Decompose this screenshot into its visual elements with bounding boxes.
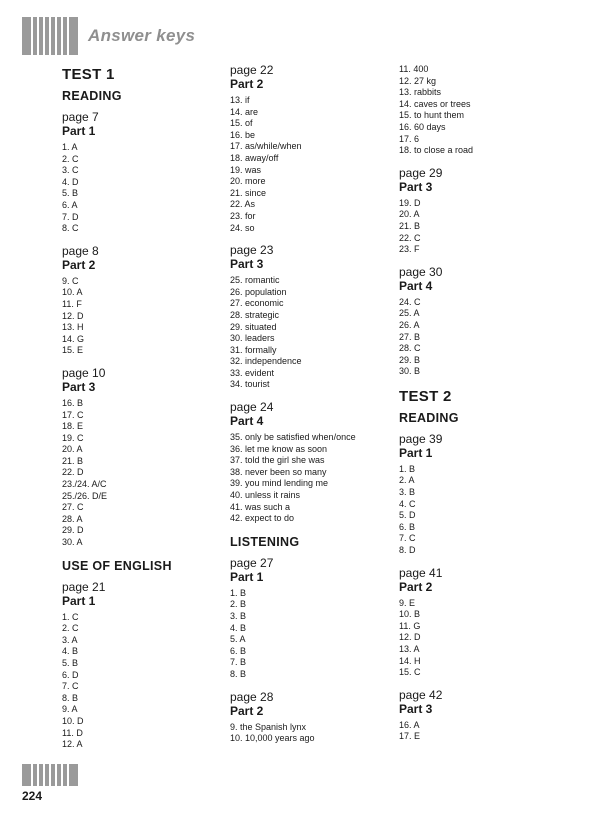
- answer-item: 20. A: [399, 209, 420, 220]
- answer-item: 27. C: [62, 502, 84, 513]
- answer-block: [399, 64, 589, 157]
- answer-item: 19. was: [230, 164, 262, 175]
- answer-item: 25. A: [399, 308, 420, 319]
- answer-item: 41. was such a: [230, 501, 291, 512]
- header-bars-logo: [22, 17, 78, 55]
- column-3: [399, 64, 589, 753]
- page-reference: page 41: [399, 565, 443, 580]
- answer-block: [399, 266, 589, 378]
- answer-item: 2. C: [62, 153, 79, 164]
- answer-item: 20. more: [230, 176, 266, 187]
- answer-item: 6. A: [62, 199, 78, 210]
- answer-block: [399, 689, 589, 743]
- answer-item: 8. B: [62, 692, 79, 703]
- answer-item: 30. B: [399, 366, 421, 377]
- answer-item: 27. B: [399, 331, 421, 342]
- answer-item: 24. C: [399, 296, 421, 307]
- answer-item: 37. told the girl she was: [230, 455, 325, 466]
- answer-item: 42. expect to do: [230, 513, 295, 524]
- answer-item: 9. A: [62, 704, 78, 715]
- answer-item: 34. tourist: [230, 379, 270, 390]
- answer-item: 27. economic: [230, 298, 284, 309]
- answer-item: 7. B: [230, 657, 247, 668]
- answer-item: 4. B: [230, 622, 247, 633]
- answer-item: 3. B: [399, 487, 416, 498]
- page-header: [22, 16, 195, 56]
- part-heading: Part 3: [399, 179, 433, 194]
- answer-item: 30. A: [62, 537, 83, 548]
- page-reference: page 28: [230, 689, 274, 704]
- answer-item: 9. E: [399, 597, 416, 608]
- answer-item: 12. D: [399, 632, 421, 643]
- answer-item: 16. A: [399, 719, 420, 730]
- answer-item: 32. independence: [230, 356, 302, 367]
- test-heading: TEST 2: [399, 387, 452, 405]
- page-reference: page 29: [399, 165, 443, 180]
- page-footer: [22, 764, 78, 803]
- answer-block: [399, 433, 589, 557]
- answer-item: 6. B: [230, 645, 247, 656]
- answer-item: 21. B: [62, 455, 84, 466]
- part-heading: Part 1: [62, 593, 96, 608]
- answer-item: 14. are: [230, 106, 259, 117]
- answer-item: 29. situated: [230, 321, 277, 332]
- page-reference: page 24: [230, 400, 274, 415]
- answer-block: [230, 244, 395, 391]
- answer-item: 5. B: [62, 188, 79, 199]
- answer-item: 12. A: [62, 739, 83, 750]
- answer-item: 11. D: [62, 727, 83, 738]
- answer-item: 11. G: [399, 620, 421, 631]
- answer-item: 29. B: [399, 354, 421, 365]
- answer-block: [62, 581, 222, 751]
- part-heading: Part 2: [399, 579, 433, 594]
- answer-item: 18. away/off: [230, 152, 279, 163]
- part-heading: Part 2: [62, 257, 96, 272]
- answer-item: 4. C: [399, 498, 416, 509]
- answer-item: 7. C: [62, 681, 79, 692]
- answer-item: 12. 27 kg: [399, 75, 437, 86]
- column-1: [62, 64, 222, 761]
- answer-item: 4. D: [62, 176, 79, 187]
- answer-item: 21. since: [230, 187, 267, 198]
- section-heading: READING: [62, 89, 122, 103]
- answer-item: 25. romantic: [230, 275, 280, 286]
- answer-item: 15. E: [62, 345, 84, 356]
- answer-item: 22. D: [62, 467, 84, 478]
- answer-item: 8. C: [62, 223, 79, 234]
- answer-item: 14. caves or trees: [399, 98, 471, 109]
- answer-item: 18. to close a road: [399, 145, 474, 156]
- part-heading: Part 3: [230, 257, 264, 272]
- answer-item: 1. B: [399, 463, 416, 474]
- answer-item: 4. B: [62, 646, 79, 657]
- answer-block: [62, 245, 222, 357]
- answer-item: 22. C: [399, 232, 421, 243]
- answer-item: 5. D: [399, 510, 416, 521]
- answer-item: 5. B: [62, 658, 79, 668]
- section-heading: USE OF ENGLISH: [62, 558, 172, 573]
- answer-item: 2. A: [399, 475, 415, 486]
- answer-item: 28. A: [62, 513, 83, 524]
- answer-item: 40. unless it rains: [230, 490, 301, 501]
- part-heading: Part 3: [62, 379, 96, 394]
- page-reference: page 23: [230, 243, 274, 258]
- answer-item: 16. be: [230, 129, 256, 140]
- answer-item: 14. G: [62, 333, 85, 344]
- page-number: 224: [22, 789, 43, 803]
- answer-item: 29. D: [62, 525, 84, 536]
- answer-item: 14. H: [399, 655, 421, 666]
- answer-item: 13. if: [230, 95, 250, 105]
- answer-item: 19. D: [399, 197, 421, 208]
- answer-item: 8. D: [399, 545, 416, 556]
- answer-item: 35. only be satisfied when/once: [230, 432, 356, 443]
- part-heading: Part 3: [399, 701, 433, 716]
- page-reference: page 42: [399, 687, 443, 702]
- answer-item: 17. C: [62, 409, 84, 420]
- answer-item: 23. F: [399, 244, 420, 255]
- answer-item: 38. never been so many: [230, 466, 327, 477]
- answer-item: 15. of: [230, 118, 253, 129]
- page-reference: page 27: [230, 555, 274, 570]
- answer-item: 1. C: [62, 611, 79, 622]
- answer-item: 6. D: [62, 669, 79, 680]
- answer-item: 16. B: [62, 397, 84, 408]
- answer-item: 30. leaders: [230, 333, 275, 344]
- answer-item: 3. C: [62, 165, 79, 176]
- answer-item: 28. C: [399, 343, 421, 354]
- part-heading: Part 1: [62, 124, 96, 138]
- answer-item: 26. population: [230, 286, 287, 297]
- answer-item: 22. As: [230, 199, 256, 210]
- part-heading: Part 4: [230, 414, 264, 429]
- page-reference: page 22: [230, 63, 274, 77]
- part-heading: Part 1: [399, 445, 433, 460]
- answer-item: 3. A: [62, 634, 78, 645]
- answer-item: 6. B: [399, 521, 416, 532]
- answer-block: [399, 167, 589, 256]
- part-heading: Part 2: [230, 703, 264, 718]
- answer-item: 36. let me know as soon: [230, 443, 328, 454]
- answer-item: 20. A: [62, 444, 83, 455]
- answer-block: [62, 111, 222, 235]
- answer-item: 17. as/while/when: [230, 141, 302, 152]
- answer-item: 13. rabbits: [399, 87, 442, 98]
- answer-item: 11. F: [62, 298, 82, 309]
- answer-item: 2. B: [230, 599, 247, 610]
- page-reference: page 39: [399, 431, 443, 446]
- section-heading: LISTENING: [230, 534, 300, 549]
- answer-item: 31. formally: [230, 344, 277, 355]
- answer-item: 9. C: [62, 275, 79, 286]
- answer-item: 21. B: [399, 220, 421, 231]
- answer-block: [62, 367, 222, 549]
- column-2: [230, 64, 395, 755]
- answer-item: 16. 60 days: [399, 121, 446, 132]
- answer-item: 11. 400: [399, 64, 429, 74]
- answer-item: 28. strategic: [230, 309, 280, 320]
- answer-item: 1. A: [62, 142, 78, 152]
- answer-item: 10. D: [62, 715, 84, 726]
- section-heading: READING: [399, 410, 459, 425]
- answer-item: 33. evident: [230, 367, 275, 378]
- part-heading: Part 1: [230, 569, 264, 584]
- answer-item: 8. B: [230, 668, 247, 679]
- answer-block: [399, 567, 589, 679]
- test-heading: TEST 1: [62, 66, 115, 83]
- answer-item: 10. 10,000 years ago: [230, 733, 315, 744]
- answer-item: 15. C: [399, 667, 421, 678]
- answer-item: 23./24. A/C: [62, 479, 107, 490]
- answer-item: 26. A: [399, 319, 420, 330]
- answer-item: 24. so: [230, 222, 255, 233]
- answer-item: 9. the Spanish lynx: [230, 721, 307, 732]
- answer-item: 19. C: [62, 432, 84, 443]
- page-reference: page 21: [62, 579, 106, 594]
- answer-item: 15. to hunt them: [399, 110, 465, 121]
- answer-item: 25./26. D/E: [62, 490, 108, 501]
- answer-item: 1. B: [230, 587, 247, 598]
- page-reference: page 30: [399, 264, 443, 279]
- page-reference: page 10: [62, 365, 106, 380]
- answer-item: 5. A: [230, 634, 246, 645]
- answer-item: 12. D: [62, 310, 84, 321]
- answer-item: 10. B: [399, 609, 421, 620]
- page-title: Answer keys: [88, 26, 196, 45]
- answer-item: 10. A: [62, 287, 83, 298]
- answer-item: 2. C: [62, 623, 79, 634]
- part-heading: Part 2: [230, 77, 264, 91]
- answer-item: 18. E: [62, 421, 84, 432]
- answer-item: 13. A: [399, 644, 420, 654]
- answer-item: 13. H: [62, 322, 84, 333]
- answer-block: [230, 691, 395, 745]
- answer-block: [230, 557, 395, 681]
- answer-item: 3. B: [230, 611, 247, 621]
- answer-item: 7. C: [399, 533, 416, 544]
- answer-item: 7. D: [62, 211, 79, 222]
- part-heading: Part 4: [399, 278, 433, 293]
- page-reference: page 8: [62, 243, 99, 258]
- answer-item: 17. E: [399, 731, 421, 742]
- answer-block: [230, 64, 395, 234]
- footer-bars-logo: [22, 764, 78, 786]
- answer-item: 17. 6: [399, 133, 420, 144]
- answer-item: 23. for: [230, 210, 256, 221]
- answer-block: [230, 401, 395, 525]
- answer-item: 39. you mind lending me: [230, 478, 329, 489]
- page-reference: page 7: [62, 110, 99, 124]
